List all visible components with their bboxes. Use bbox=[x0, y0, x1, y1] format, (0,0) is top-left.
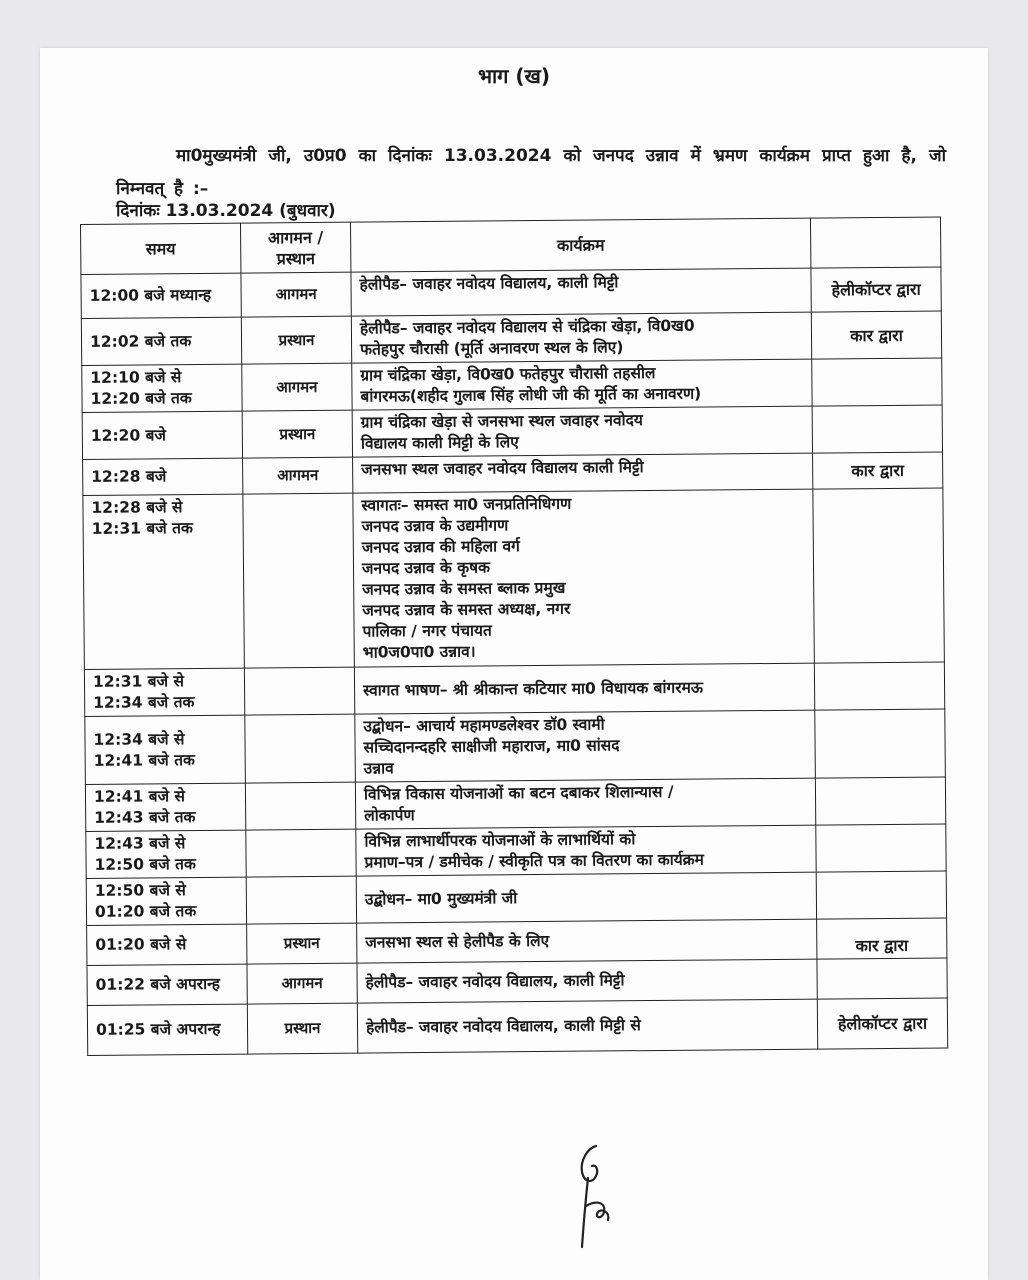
cell-program: ग्राम चंद्रिका खेड़ा, वि0ख0 फतेहपुर चौरासी तहसील बांगरमऊ(शहीद गुलाब सिंह लोधी जी की मूर्ति का अनावरण) bbox=[352, 359, 812, 410]
cell-type: प्रस्थान bbox=[241, 316, 351, 364]
cell-mode bbox=[815, 709, 946, 778]
cell-type: आगमन bbox=[242, 363, 352, 411]
cell-time: 12:28 बजे से 12:31 बजे तक bbox=[83, 494, 245, 669]
cell-time: 12:50 बजे से 01:20 बजे तक bbox=[86, 877, 246, 925]
header-program: कार्यक्रम bbox=[350, 218, 810, 272]
cell-program: स्वागत भाषण– श्री श्रीकान्त कटियार मा0 विधायक बांगरमऊ bbox=[354, 663, 814, 714]
cell-type: आगमन bbox=[241, 272, 351, 317]
section-heading: भाग (ख) bbox=[477, 64, 551, 88]
cell-type bbox=[245, 714, 356, 783]
cell-mode bbox=[816, 871, 946, 919]
cell-time: 12:43 बजे से 12:50 बजे तक bbox=[86, 830, 246, 878]
cell-program: ग्राम चंद्रिका खेड़ा से जनसभा स्थल जवाहर नवोदय विद्यालय काली मिट्टी के लिए bbox=[352, 406, 812, 457]
cell-type bbox=[245, 782, 355, 830]
cell-mode: कार द्वारा bbox=[813, 452, 943, 489]
table-row bbox=[84, 662, 944, 717]
header-arrival-departure: आगमन / प्रस्थान bbox=[240, 222, 350, 273]
cell-time: 12:34 बजे से 12:41 बजे तक bbox=[85, 715, 246, 784]
cell-program: हेलीपैड– जवाहर नवोदय विद्यालय से चंद्रिका खेड़ा, वि0ख0 फतेहपुर चौरासी (मूर्ति अनावरण स्थल के लिए) bbox=[351, 312, 811, 363]
cell-program: उद्बोधन– मा0 मुख्यमंत्री जी bbox=[356, 872, 816, 923]
table-row bbox=[86, 824, 946, 879]
table-header-row bbox=[81, 217, 941, 275]
cell-type: प्रस्थान bbox=[247, 923, 357, 964]
cell-program: विभिन्न लाभार्थीपरक योजनाओं के लाभार्थियों को प्रमाण–पत्र / डमीचेक / स्वीकृति पत्र का वितरण का कार्यक्रम bbox=[356, 825, 816, 876]
table-row bbox=[82, 405, 942, 460]
cell-type: आगमन bbox=[243, 457, 353, 494]
cell-mode: कार द्वारा bbox=[811, 311, 941, 359]
cell-mode bbox=[816, 824, 946, 872]
cell-program: हेलीपैड– जवाहर नवोदय विद्यालय, काली मिट्टी bbox=[351, 268, 811, 316]
cell-type bbox=[244, 667, 354, 715]
table-row bbox=[81, 311, 941, 366]
cell-type: प्रस्थान bbox=[242, 410, 352, 458]
cell-mode bbox=[814, 662, 944, 710]
header-mode bbox=[810, 217, 940, 268]
cell-time: 12:41 बजे से 12:43 बजे तक bbox=[85, 783, 245, 831]
cell-type: आगमन bbox=[247, 963, 357, 1004]
cell-time: 12:10 बजे से 12:20 बजे तक bbox=[82, 364, 242, 412]
table-row bbox=[86, 871, 946, 926]
table-row bbox=[83, 488, 944, 669]
cell-mode bbox=[813, 488, 945, 663]
cell-time: 12:31 बजे से 12:34 बजे तक bbox=[84, 668, 244, 716]
cell-time: 12:20 बजे bbox=[82, 411, 242, 459]
signature-mark bbox=[566, 1142, 626, 1252]
cell-mode: कार द्वारा bbox=[817, 918, 947, 959]
cell-program: स्वागतः– समस्त मा0 जनप्रतिनिधिगण जनपद उन्नाव के उद्यमीगण जनपद उन्नाव की महिला वर्ग जनपद उन्नाव के कृषक जनपद उन्नाव के समस्त ब्लाक प्रमुख जनपद उन्नाव के समस्त अध्यक्ष, नगर पालिका / नगर पंचायत भा0ज0पा0 उन्नाव। bbox=[353, 489, 815, 667]
table-row bbox=[85, 709, 946, 785]
cell-mode bbox=[815, 777, 945, 825]
table-row bbox=[81, 267, 941, 319]
cell-program: उद्बोधन– आचार्य महामण्डलेश्वर डॉ0 स्वामी सच्चिदानन्दहरि साक्षीजी महाराज, मा0 सांसद उन्नाव bbox=[355, 710, 816, 782]
table-row bbox=[85, 777, 945, 832]
schedule-table bbox=[80, 216, 948, 1055]
cell-time: 01:20 बजे से bbox=[87, 924, 247, 965]
cell-type bbox=[246, 876, 356, 924]
cell-mode: हेलीकॉप्टर द्वारा bbox=[817, 998, 947, 1049]
cell-time: 12:28 बजे bbox=[83, 458, 243, 495]
table-row bbox=[87, 998, 947, 1056]
cell-mode bbox=[812, 405, 942, 453]
cell-program: विभिन्न विकास योजनाओं का बटन दबाकर शिलान्यास / लोकार्पण bbox=[355, 778, 815, 829]
cell-mode: हेलीकॉप्टर द्वारा bbox=[811, 267, 941, 312]
cell-type bbox=[246, 829, 356, 877]
cell-time: 12:00 बजे मध्यान्ह bbox=[81, 273, 241, 318]
header-time: समय bbox=[81, 223, 241, 274]
cell-program: हेलीपैड– जवाहर नवोदय विद्यालय, काली मिट्टी से bbox=[357, 999, 817, 1053]
intro-paragraph: मा0मुख्यमंत्री जी, उ0प्र0 का दिनांकः 13.03.2024 को जनपद उन्नाव में भ्रमण कार्यक्रम प्राप्त हुआ है, जो निम्नवत् है :– bbox=[116, 146, 946, 199]
cell-mode bbox=[812, 358, 942, 406]
cell-program: हेलीपैड– जवाहर नवोदय विद्यालय, काली मिट्टी bbox=[357, 959, 817, 1003]
cell-mode bbox=[817, 958, 947, 999]
cell-time: 01:22 बजे अपरान्ह bbox=[87, 964, 247, 1005]
date-line: दिनांकः 13.03.2024 (बुधवार) bbox=[116, 201, 336, 221]
cell-type bbox=[243, 493, 355, 668]
cell-program: जनसभा स्थल जवाहर नवोदय विद्यालय काली मिट्टी bbox=[353, 453, 813, 493]
cell-program: जनसभा स्थल से हेलीपैड के लिए bbox=[357, 919, 817, 963]
cell-type: प्रस्थान bbox=[247, 1003, 357, 1054]
cell-time: 12:02 बजे तक bbox=[81, 317, 241, 365]
cell-time: 01:25 बजे अपरान्ह bbox=[87, 1004, 247, 1055]
table-row bbox=[82, 358, 942, 413]
